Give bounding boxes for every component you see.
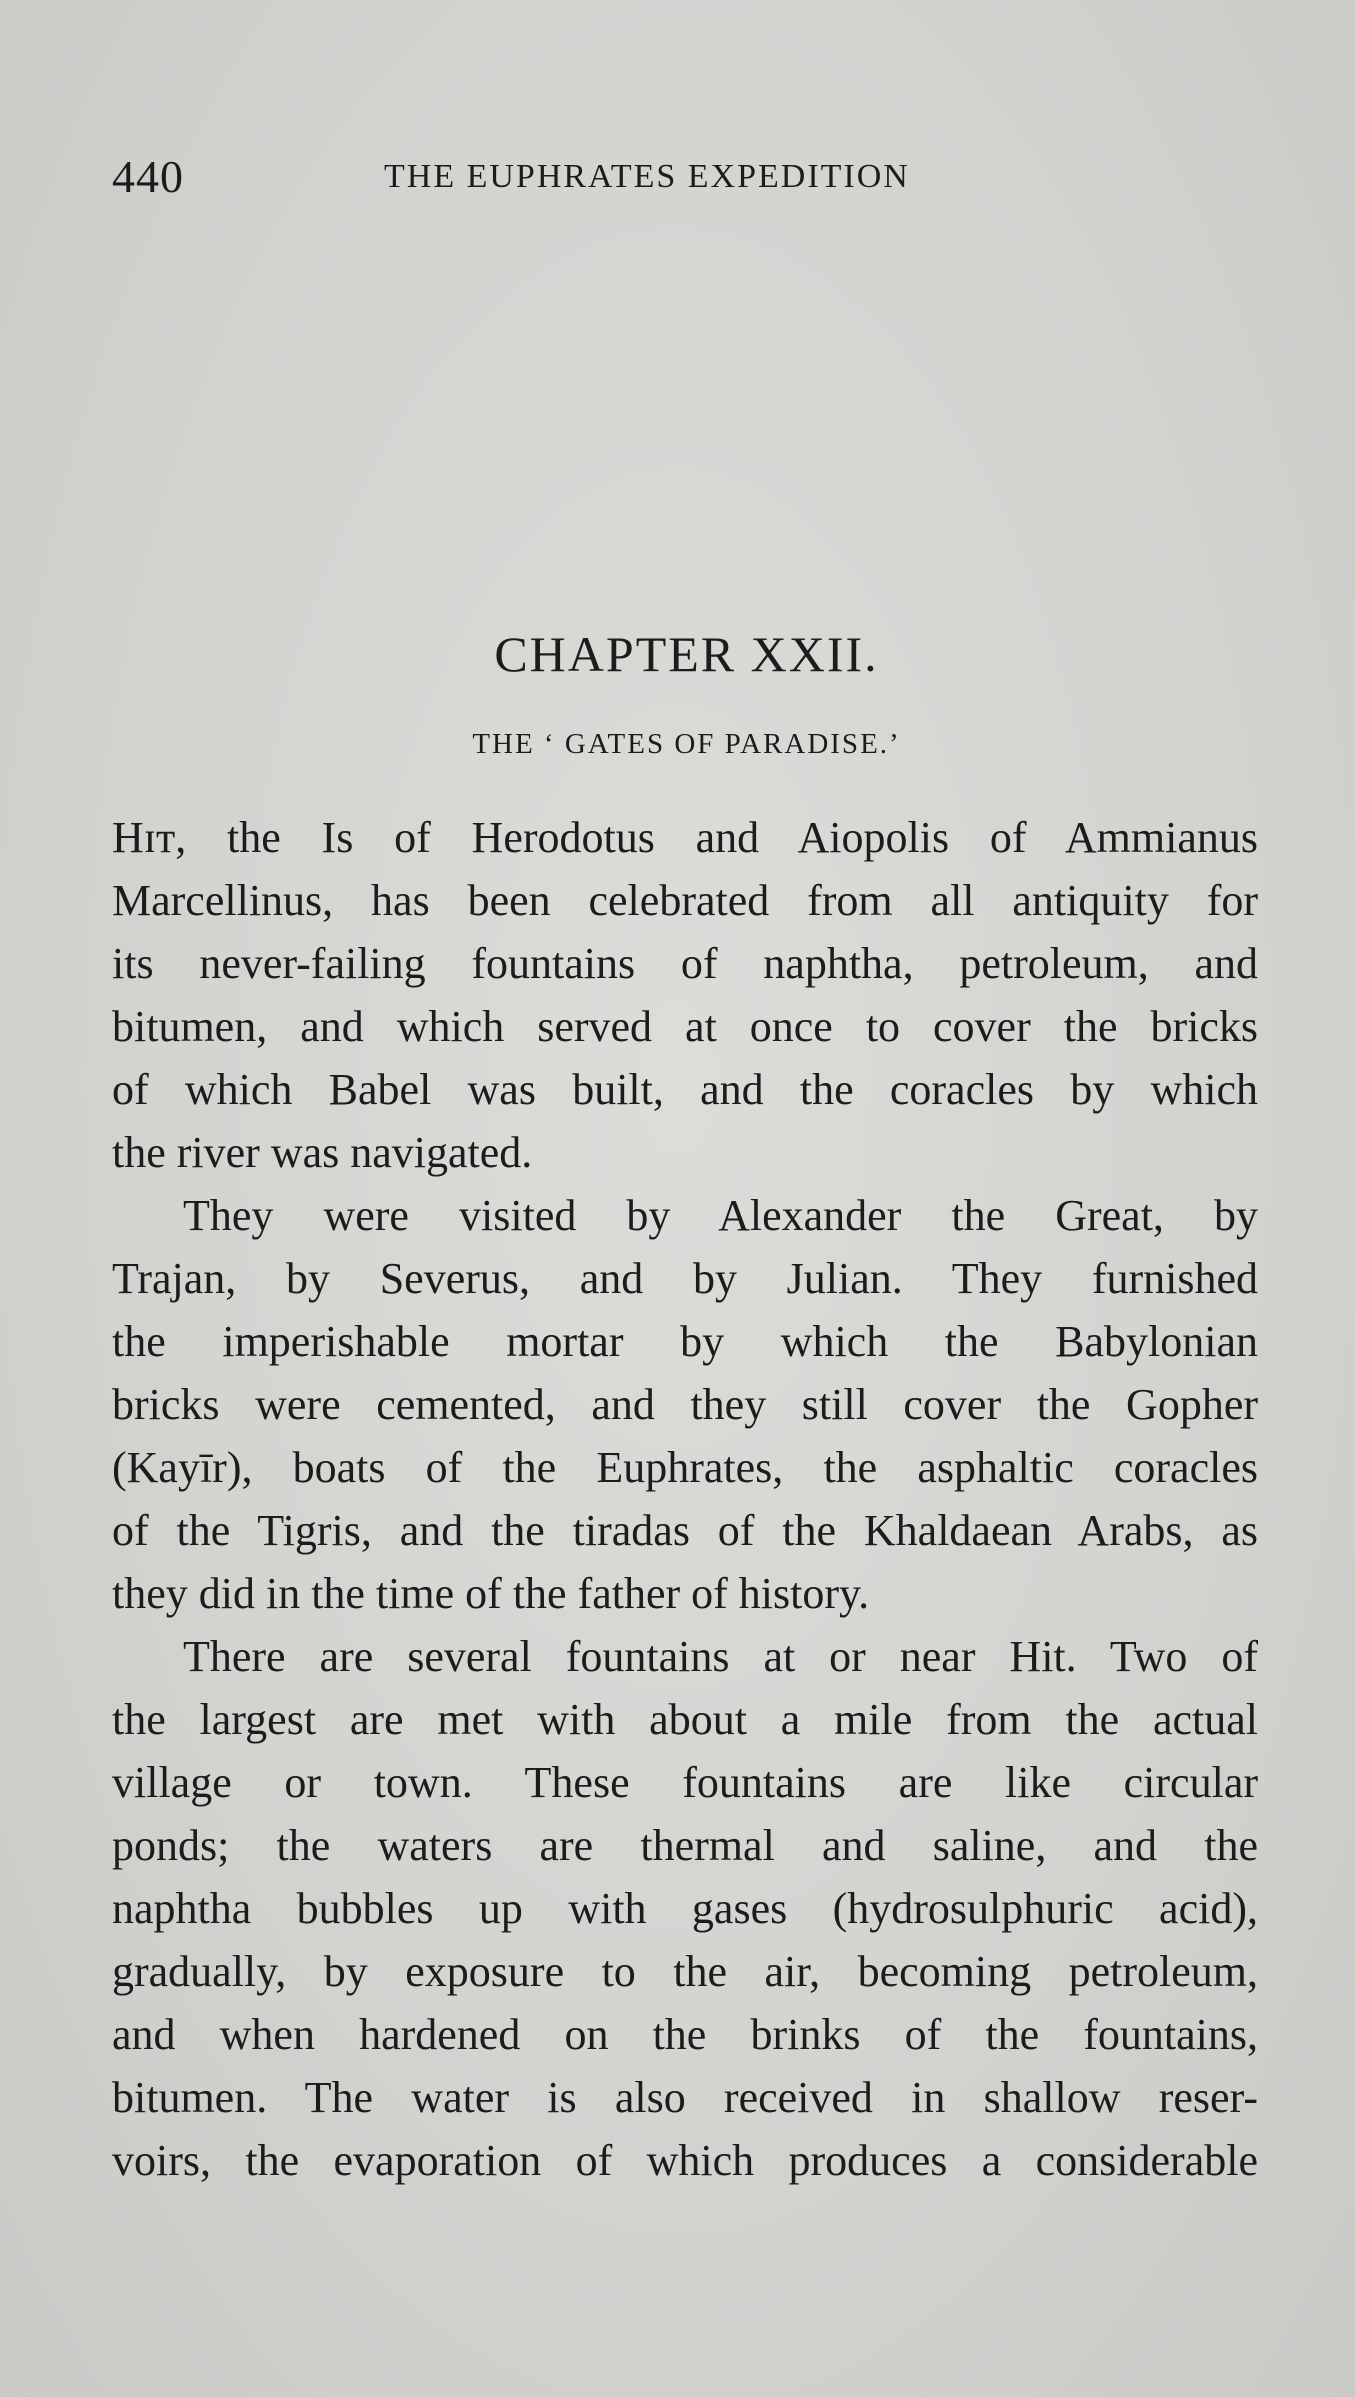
- text-line: its never-failing fountains of naphtha, petroleum, and: [112, 939, 1258, 988]
- text-line: they did in the time of the father of history.: [112, 1569, 870, 1618]
- text-line: gradually, by exposure to the air, becoming petroleum,: [112, 1947, 1258, 1996]
- text-line: voirs, the evaporation of which produces a considerable: [112, 2136, 1258, 2185]
- text-line: of which Babel was built, and the coracles by which: [112, 1065, 1258, 1114]
- text-line: ponds; the waters are thermal and saline, and the: [112, 1821, 1258, 1870]
- chapter-subtitle: THE ‘ GATES OF PARADISE.’: [472, 728, 901, 760]
- text-line: naphtha bubbles up with gases (hydrosulphuric acid),: [112, 1884, 1258, 1933]
- running-title: THE EUPHRATES EXPEDITION: [384, 158, 910, 195]
- text-line: Hɪᴛ, the Is of Herodotus and Aiopolis of Ammianus: [112, 813, 1258, 862]
- text-line: bitumen. The water is also received in shallow reser-: [112, 2073, 1258, 2122]
- text-line: the imperishable mortar by which the Babylonian: [112, 1317, 1258, 1366]
- page-number: 440: [112, 151, 184, 202]
- text-line: Trajan, by Severus, and by Julian. They furnished: [112, 1254, 1258, 1303]
- body-text: [112, 806, 1258, 2192]
- text-line: bitumen, and which served at once to cover the bricks: [112, 1002, 1258, 1051]
- text-line: They were visited by Alexander the Great, by: [183, 1191, 1258, 1240]
- text-line: There are several fountains at or near Hit. Two of: [183, 1632, 1258, 1681]
- text-line: of the Tigris, and the tiradas of the Khaldaean Arabs, as: [112, 1506, 1258, 1555]
- text-line: village or town. These fountains are like circular: [112, 1758, 1258, 1807]
- text-line: the largest are met with about a mile from the actual: [112, 1695, 1258, 1744]
- text-line: the river was navigated.: [112, 1128, 533, 1177]
- text-line: and when hardened on the brinks of the fountains,: [112, 2010, 1258, 2059]
- text-line: (Kayīr), boats of the Euphrates, the asphaltic coracles: [112, 1443, 1258, 1492]
- running-head: [112, 150, 1262, 210]
- chapter-title: CHAPTER XXII.: [494, 626, 879, 682]
- text-line: Marcellinus, has been celebrated from all antiquity for: [112, 876, 1258, 925]
- text-line: bricks were cemented, and they still cover the Gopher: [112, 1380, 1258, 1429]
